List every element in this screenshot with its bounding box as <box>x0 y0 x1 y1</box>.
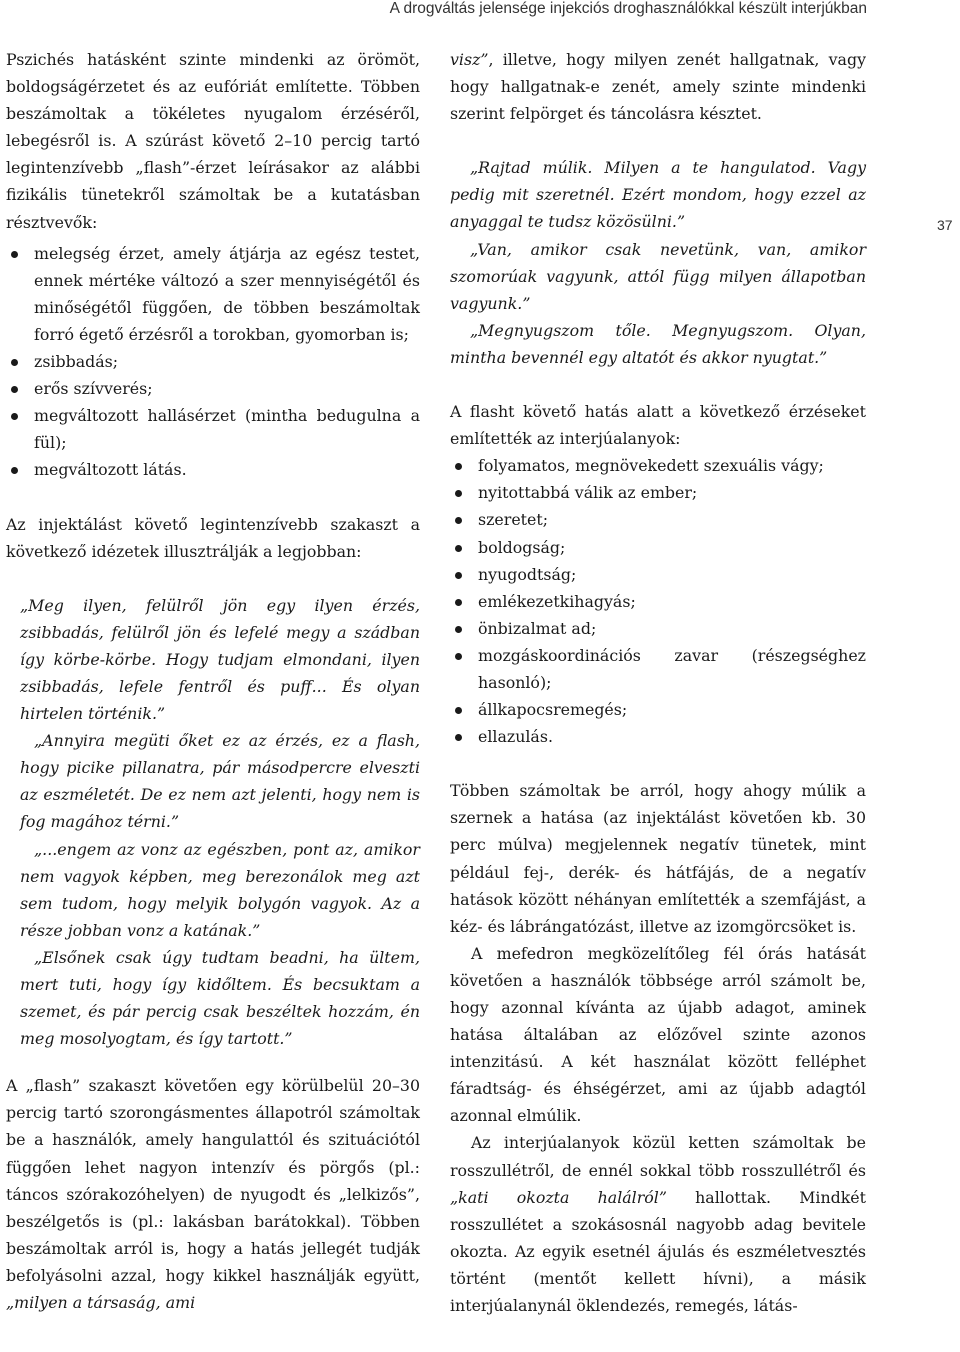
list-item: szeretet; <box>450 506 866 533</box>
right-paragraph-3: A mefedron megközelítőleg fél órás hatását követően a használók többsége arról számolt be, hogy azonnal kívánta az újabb adagot, aminek hatása általában az előzővel szinte azonos intenzitású. A két használat között felléphet fáradtság- és éhségérzet, ami az újabb adagtól azonnal elmúlik. <box>450 943 866 1126</box>
feelings-list <box>450 452 866 750</box>
list-item: megváltozott hallásérzet (mintha bedugulna a fül); <box>6 402 420 456</box>
paragraph-text: A „flash” szakaszt követően egy körülbelül 20–30 percig tartó szorongásmentes állapotról számoltak be a használók, amely hangulattól és szituációtól függően lehet nagyon intenzív és pörgős (pl.: táncos szórakozóhelyen) de nyugodt és „lelkizős”, beszélgetős is (pl.: lakásban barátokkal). Többen beszámoltak arról is, hogy a hatás jellegét tudják befolyásolni azzal, hogy kikkel használják együtt, <box>6 1076 420 1285</box>
right-continuation <box>450 46 866 127</box>
quote: „Elsőnek csak úgy tudtam beadni, ha ültem, mert tuti, hogy így kidőltem. És becsuktam a szemet, és pár percig csak beszéltek hozzám, én meg mosolyogtam, és így tartott.” <box>20 947 420 1049</box>
list-item: melegség érzet, amely átjárja az egész testet, ennek mértéke változó a szer mennyiségétől és minőségétől függően, de többen beszámoltak forró égető érzésről a torokban, gyomorban is; <box>6 240 420 348</box>
right-paragraph-2: Többen számoltak be arról, hogy ahogy múlik a szernek a hatása (az injektálást követően kb. 30 perc múlva) megjelennek negatív tünetek, mint például fej-, derék- és hátfájás, de a negatív hatások között néhányan említették a szemfájást, a kéz- és lábrángatózást, illetve az izomgörcsöket is. <box>450 781 866 936</box>
quote-inline: visz” <box>450 50 489 69</box>
symptom-list <box>6 240 420 484</box>
paragraph-text: Az interjúalanyok közül ketten számoltak be rosszullétről, de ennél sokkal több rosszullétről és <box>450 1133 866 1180</box>
left-paragraph-1: Pszichés hatásként szinte mindenki az örömöt, boldogságérzetet és az eufóriát említette. Többen beszámoltak a tökéletes nyugalom érzéséről, lebegésről is. A szúrást követő 2–10 percig tartó legintenzívebb „flash”-érzet leírásakor az alábbi fizikális tünetekről számoltak be a kutatásban résztvevők: <box>6 50 420 232</box>
list-item: mozgáskoordinációs zavar (részegséghez hasonló); <box>450 642 866 696</box>
page-number: 37 <box>937 217 953 233</box>
list-item: erős szívverés; <box>6 375 420 402</box>
list-item: ellazulás. <box>450 723 866 750</box>
right-paragraph-4 <box>450 1129 866 1319</box>
quote-block <box>20 592 420 1053</box>
left-column <box>6 46 420 1316</box>
running-header: A drogváltás jelensége injekciós droghasználókkal készült interjúkban <box>389 0 867 17</box>
left-paragraph-2: Az injektálást követő legintenzívebb szakaszt a következő idézetek illusztrálják a legjobban: <box>6 514 420 561</box>
quote: „Meg ilyen, felülről jön egy ilyen érzés, zsibbadás, felülről jön és lefelé megy a szádban így körbe-körbe. Hogy tudjam elmondani, ilyen zsibbadás, lefele fentről és puff... És olyan hirtelen történik.” <box>20 595 420 724</box>
quote: „Megnyugszom tőle. Megnyugszom. Olyan, mintha bevennél egy altatót és akkor nyugtat.” <box>450 320 866 367</box>
right-column <box>450 46 866 1319</box>
list-item: nyitottabbá válik az ember; <box>450 479 866 506</box>
list-item: megváltozott látás. <box>6 456 420 483</box>
quote: „Annyira megüti őket ez az érzés, ez a flash, hogy picike pillanatra, pár másodpercre elveszti az eszméletét. De ez nem azt jelenti, hogy nem is fog magához térni.” <box>20 731 420 832</box>
list-item: önbizalmat ad; <box>450 615 866 642</box>
list-item: emlékezetkihagyás; <box>450 588 866 615</box>
quote-block <box>450 154 866 371</box>
list-item: zsibbadás; <box>6 348 420 375</box>
paragraph-text: , illetve, hogy milyen zenét hallgatnak, vagy hogy hallgatnak-e zenét, amely szinte mindenki szerint felpörget és táncolásra késztet. <box>450 50 866 124</box>
list-item: folyamatos, megnövekedett szexuális vágy; <box>450 452 866 479</box>
list-item: állkapocsremegés; <box>450 696 866 723</box>
list-item: boldogság; <box>450 534 866 561</box>
list-item: nyugodtság; <box>450 561 866 588</box>
quote: „Van, amikor csak nevetünk, van, amikor szomorúak vagyunk, attól függ milyen állapotban vagyunk.” <box>450 239 866 313</box>
quote: „...engem az vonz az egészben, pont az, amikor nem vagyok képben, meg berezonálok meg azt sem tudom, hogy melyik bolygón vagyok. Az a része jobban vonz a katának.” <box>20 839 420 940</box>
quote-inline: „kati okozta halálról” <box>450 1187 667 1207</box>
paragraph-text: hallottak. Mindkét rosszullétet a szokásosnál nagyobb adag bevitele okozta. Az egyik esetnél ájulás és eszméletvesztés történt (mentőt kellett hívni), a másik interjúalanynál öklendezés, remegés, látás- <box>450 1187 866 1316</box>
left-paragraph-3 <box>6 1072 420 1316</box>
right-paragraph-1: A flasht követő hatás alatt a következő érzéseket említették az interjúalanyok: <box>450 402 866 449</box>
quote-inline: „milyen a társaság, ami <box>6 1293 196 1313</box>
quote: „Rajtad múlik. Milyen a te hangulatod. Vagy pedig mit szeretnél. Ezért mondom, hogy ezzel az anyaggal te tudsz közösülni.” <box>450 158 866 232</box>
